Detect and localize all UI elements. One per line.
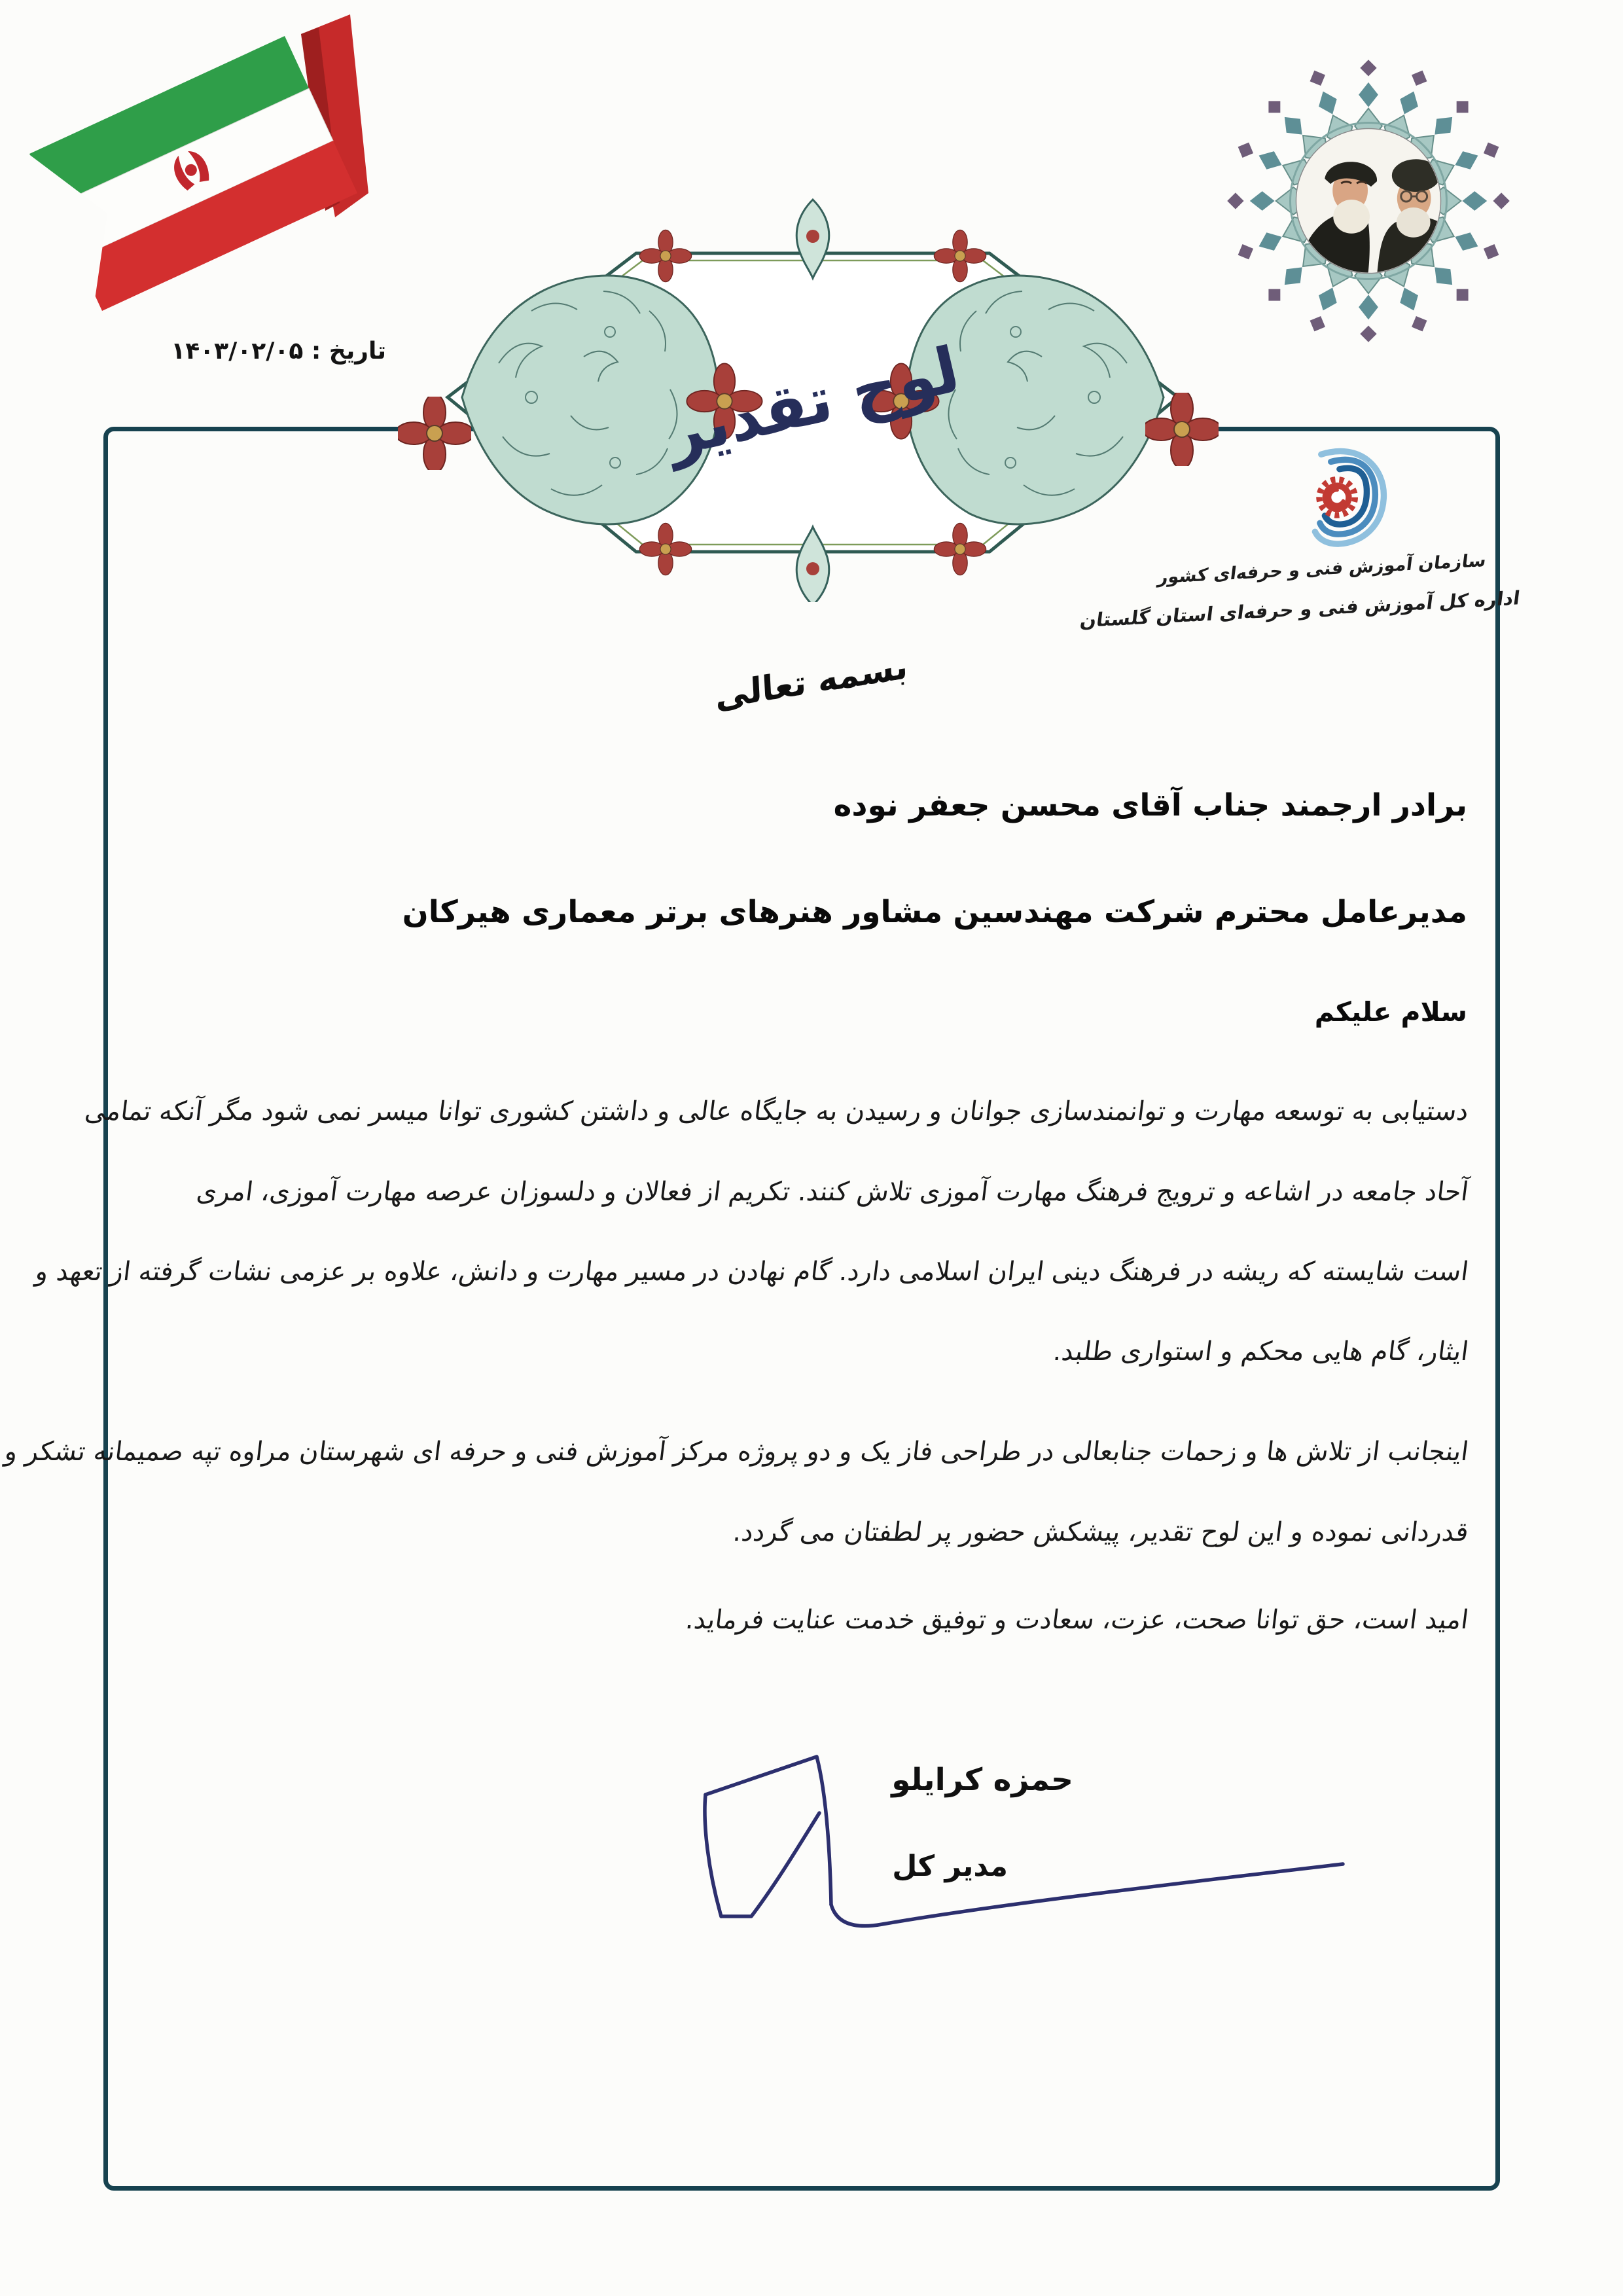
body-paragraph1-line4: ایثار، گام هایی محکم و استواری طلبد. — [1051, 1336, 1471, 1367]
recipient-name-line: برادر ارجمند جناب آقای محسن جعفر نوده — [833, 787, 1467, 823]
body-paragraph1-line2: آحاد جامعه در اشاعه و ترویج فرهنگ مهارت آموزی تلاش کنند. تکریم از فعالان و دلسوزان عرصه مهارت آموزی، امری — [194, 1177, 1471, 1207]
body-paragraph1-line1: دستیابی به توسعه مهارت و توانمندسازی جوانان و رسیدن به جایگاه عالی و داشتن کشوری توانا میسر نمی شود مگر آنکه تمامی — [83, 1096, 1471, 1126]
frame-flower-left-icon — [398, 397, 471, 470]
frame-flower-right-icon — [1145, 393, 1219, 466]
iran-flag-ribbon-icon — [10, 7, 376, 321]
date-label: تاریخ : ۱۴۰۳/۰۲/۰۵ — [171, 338, 386, 365]
signer-name: حمزه کرایلو — [891, 1762, 1073, 1798]
body-paragraph3-line1: امید است، حق توانا صحت، عزت، سعادت و توفیق خدمت عنایت فرماید. — [684, 1605, 1471, 1635]
bismillah-calligraphy: بسمه تعالی — [714, 647, 909, 717]
tvto-logo — [1299, 440, 1397, 552]
org-name-province: اداره کل آموزش فنی و حرفه‌ای استان گلستان — [1079, 586, 1522, 632]
salutation-line: سلام علیکم — [1314, 996, 1467, 1028]
body-paragraph2-line2: قدردانی نموده و این لوح تقدیر، پیشکش حضور پر لطفتان می گردد. — [731, 1517, 1471, 1547]
leaders-rosette-emblem — [1219, 51, 1518, 351]
certificate-title-ornament — [440, 193, 1186, 602]
recipient-title-line: مدیرعامل محترم شرکت مهندسین مشاور هنرهای برتر معماری هیرکان — [402, 894, 1467, 930]
title-ornament-svg — [440, 193, 1186, 602]
body-paragraph2-line1: اینجانب از تلاش ها و زحمات جنابعالی در طراحی فاز یک و دو پروژه مرکز آموزش فنی و حرفه ای شهرستان مراوه تپه صمیمانه تشکر و — [3, 1437, 1471, 1467]
body-paragraph1-line3: است شایسته که ریشه در فرهنگ دینی ایران اسلامی دارد. گام نهادن در مسیر مهارت و دانش، علاوه بر عزمی نشات گرفته از تعهد و — [33, 1257, 1471, 1287]
iran-flag-ribbon-svg — [10, 7, 376, 321]
org-name-country: سازمان آموزش فنی و حرفه‌ای کشور — [1156, 550, 1488, 588]
certificate-title-text: لوح تقدیر — [659, 332, 967, 471]
signer-role: مدیر کل — [892, 1850, 1008, 1883]
handwritten-signature-ink — [648, 1708, 1381, 1931]
leaders-rosette-svg — [1219, 51, 1518, 351]
